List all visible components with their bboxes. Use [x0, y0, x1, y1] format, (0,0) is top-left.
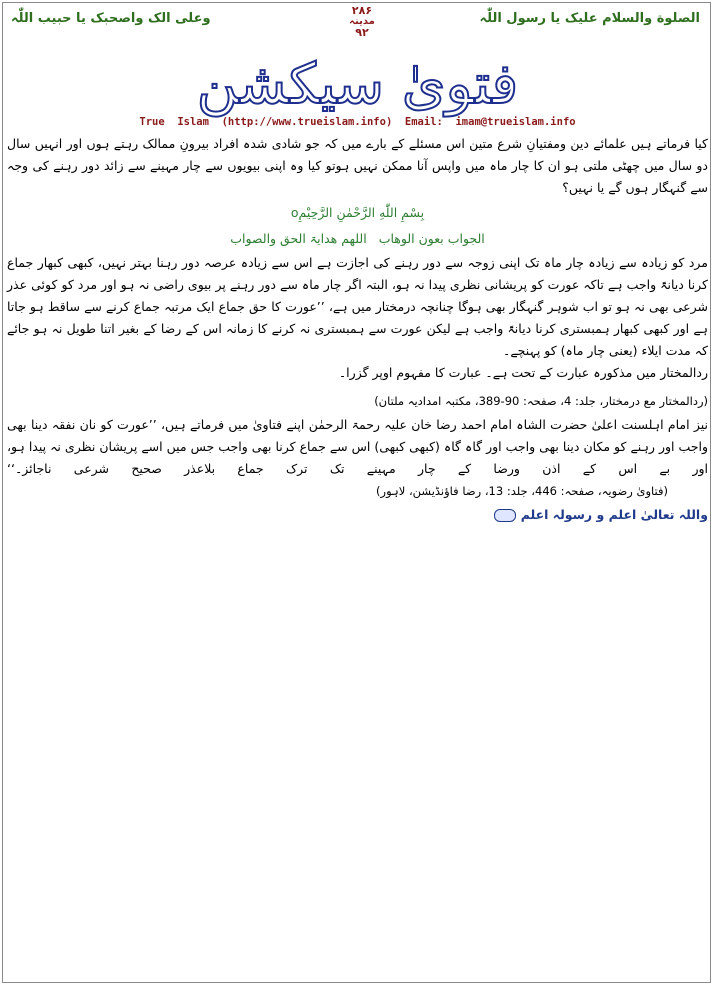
answer-line-2: ردالمختار میں مذکورہ عبارت کے تحت ہے۔ عبارت کا مفہوم اوپر گزرا۔ — [338, 365, 708, 380]
bismillah: بِسْمِ اللّٰهِ الرَّحْمٰنِ الرَّحِیْمِo — [290, 205, 425, 220]
answer-intro-second: اللھم ھدایۃ الحق والصواب — [230, 231, 367, 246]
fatwa-number-block — [345, 5, 379, 38]
answer-paragraph: مرد کو زیادہ سے زیادہ چار ماہ تک اپنی زوجہ سے دور رہنے کی اجازت ہے اس سے زیادہ عرصہ دور رہنا بہتر نہیں، کبھی کبھار جماع کرنا دیانۃً واجب ہے تاکہ عورت کو پریشانی نظری پیدا نہ ہو، البتہ اگر چار ماہ سے دور رہنے پر بیوی راضی نہ ہو اور مرد کو کوئی عذر شرعی بھی نہ ہو تو اب شوہر گنہگار بھی ہوگا چنانچہ درمختار میں ہے، ’’عورت کا حق جماع ایک مرتبہ جماع کرنے سے ساقط ہو جاتا ہے اور کبھی کبھار ہمبستری کرنا دیانۃً واجب ہے لیکن عورت سے ہمبستری نہ کرنے کا زمانہ اس کے رضا کے بغیر اتنا طویل نہ ہو جائے کہ مدت ایلاء (یعنی چار ماہ) کو پہنچے۔ — [7, 255, 708, 358]
fatwa-body — [7, 133, 708, 526]
honorific-seal-icon — [494, 509, 516, 522]
page-title: فتویٰ سیکشن — [196, 52, 519, 117]
question-text: کیا فرماتے ہیں علمائے دین ومفتیانِ شرع متین اس مسئلے کے بارے میں کہ جو شادی شدہ افراد بیرونِ ممالک رہتے ہوں اور انہیں سال دو سال میں چھٹی ملتی ہو ان کا چار ماہ میں واپس آنا ممکن نہیں ہوتو کیا وہ اپنی بیویوں سے چار مہینے سے زائد دور رہنے کی وجہ سے گنہگار ہوں گے یا نہیں؟ — [7, 136, 708, 195]
fatwa-place: مدینہ — [349, 16, 375, 27]
header-salutation-left: وعلی الک واصحبک یا حبیب اللّٰہ — [11, 11, 211, 26]
header-salutation-right: الصلوة والسلام علیک یا رسول اللّٰہ — [479, 11, 700, 26]
closing-line — [7, 504, 708, 526]
answer-intro — [7, 228, 708, 250]
fatwa-number: ۲۸۶ — [351, 4, 373, 17]
contact-line: True Islam (http://www.trueislam.info) Email: imam@trueislam.info — [139, 116, 576, 128]
reference-1: (ردالمختار مع درمختار، جلد: 4، صفحہ: 90-389، مکتبہ امدادیہ ملتان) — [374, 394, 708, 408]
reference-2: (فتاویٰ رضویہ، صفحہ: 446، جلد: 13، رضا فاؤنڈیشن، لاہور) — [376, 484, 668, 498]
second-paragraph-text: نیز امام اہلسنت اعلیٰ حضرت الشاہ امام احمد رضا خان علیہ رحمۃ الرحمٰن اپنے فتاویٰ میں فرماتے ہیں، ’’عورت کو نان نفقہ دینا بھی واجب اور رہنے کو مکان دینا بھی واجب اور گاہ گاہ (کبھی کبھی) اس سے جماع کرنا بھی واجب جس میں اسے پریشان نظری نہ پیدا ہو، اور بے اس کے اذن ورضا کے چار مہینے تک ترک جماع بلاعذر صحیح شرعی ناجائز۔‘‘ — [7, 417, 708, 476]
page-number: ۹۲ — [355, 26, 369, 39]
second-paragraph — [7, 414, 708, 502]
answer-intro-first: الجواب بعون الوھاب — [378, 231, 485, 246]
closing-text: واللہ تعالیٰ اعلم و رسولہ اعلم — [520, 507, 708, 522]
page-frame — [2, 2, 711, 983]
